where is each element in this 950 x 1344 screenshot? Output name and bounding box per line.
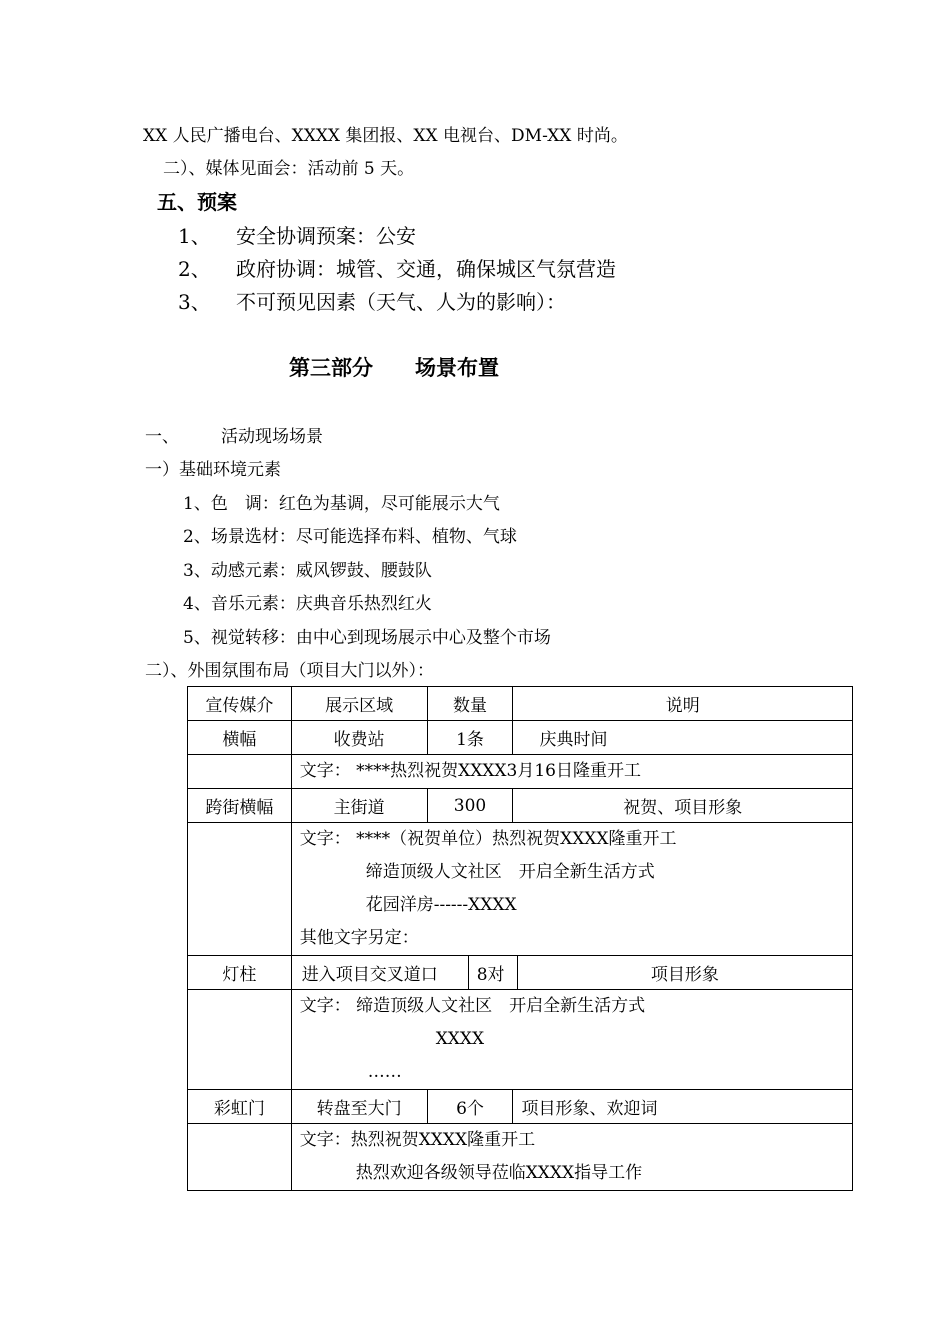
table-header-cell: 展示区域 <box>291 687 427 721</box>
text-cell <box>291 1124 852 1191</box>
desc-cell: 项目形象、欢迎词 <box>513 1090 853 1124</box>
text-line: 其他文字另定： <box>299 928 419 948</box>
text-cell <box>291 755 852 789</box>
contingency-item-num: 3、 <box>178 290 211 314</box>
qty-cell: 300 <box>427 789 513 823</box>
section-number: 一、 <box>145 427 179 447</box>
table-row <box>188 789 853 823</box>
area-cell: 进入项目交叉道口 <box>292 956 469 989</box>
text-line: 热烈欢迎各级领导莅临XXXX指导工作 <box>355 1163 643 1183</box>
contingency-item-num: 1、 <box>178 224 211 248</box>
area-cell: 主街道 <box>291 789 427 823</box>
media-list-line: XX 人民广播电台、XXXX 集团报、XX 电视台、DM-XX 时尚。 <box>143 126 628 146</box>
element-item: 1、色 调：红色为基调，尽可能展示大气 <box>183 494 500 514</box>
table-header-cell: 说明 <box>513 687 853 721</box>
table-row <box>188 1090 853 1124</box>
media-cell: 横幅 <box>188 721 292 755</box>
layout-heading: 二）、外围氛围布局（项目大门以外）： <box>145 661 434 681</box>
table-row <box>188 721 853 755</box>
section-title: 活动现场场景 <box>221 427 323 447</box>
desc-cell: 庆典时间 <box>513 721 853 755</box>
text-line: 文字： 缔造顶级人文社区 开启全新生活方式 <box>299 996 646 1016</box>
text-line: XXXX <box>435 1029 485 1049</box>
text-line: 文字： ****热烈祝贺XXXX3月16日隆重开工 <box>299 761 641 781</box>
desc-cell: 祝贺、项目形象 <box>513 789 853 823</box>
desc-cell: 项目形象 <box>650 965 719 985</box>
text-cell <box>291 990 852 1090</box>
media-cell: 跨街横幅 <box>188 789 292 823</box>
media-cell: 彩虹门 <box>188 1090 292 1124</box>
table-row <box>188 956 853 990</box>
qty-cell: 8对 <box>468 956 517 989</box>
area-cell: 转盘至大门 <box>291 1090 427 1124</box>
text-line: 缔造顶级人文社区 开启全新生活方式 <box>365 862 655 882</box>
table-row-text <box>188 990 853 1090</box>
text-line: 花园洋房------XXXX <box>365 895 517 915</box>
sub-heading: 一）基础环境元素 <box>145 460 281 480</box>
element-item: 5、视觉转移：由中心到现场展示中心及整个市场 <box>183 628 551 648</box>
element-item: 4、音乐元素：庆典音乐热烈红火 <box>183 594 432 614</box>
table-row-text <box>188 1124 853 1191</box>
contingency-item-num: 2、 <box>178 257 211 281</box>
table-header-cell: 数量 <box>427 687 513 721</box>
text-line: …… <box>367 1062 402 1082</box>
text-line: 文字： ****（祝贺单位）热烈祝贺XXXX隆重开工 <box>299 829 677 849</box>
element-item: 2、场景选材：尽可能选择布料、植物、气球 <box>183 527 517 547</box>
qty-cell: 1条 <box>427 721 513 755</box>
text-cell <box>291 823 852 956</box>
media-cell: 灯柱 <box>188 956 292 990</box>
element-item: 3、动感元素：威风锣鼓、腰鼓队 <box>183 561 432 581</box>
media-table <box>187 686 853 1191</box>
press-meeting-line: 二）、媒体见面会：活动前 5 天。 <box>163 159 415 179</box>
table-row-text <box>188 823 853 956</box>
table-header-row <box>188 687 853 721</box>
table-header-cell: 宣传媒介 <box>188 687 292 721</box>
part-title: 第三部分 场景布置 <box>289 356 499 380</box>
contingency-item-text: 不可预见因素（天气、人为的影响）： <box>236 290 566 314</box>
contingency-item-text: 政府协调：城管、交通，确保城区气氛营造 <box>236 257 616 281</box>
contingency-item-text: 安全协调预案：公安 <box>236 224 416 248</box>
table-row-text <box>188 755 853 789</box>
qty-cell: 6个 <box>427 1090 513 1124</box>
text-line: 文字：热烈祝贺XXXX隆重开工 <box>299 1130 536 1150</box>
area-cell: 收费站 <box>291 721 427 755</box>
contingency-heading: 五、预案 <box>157 190 237 214</box>
